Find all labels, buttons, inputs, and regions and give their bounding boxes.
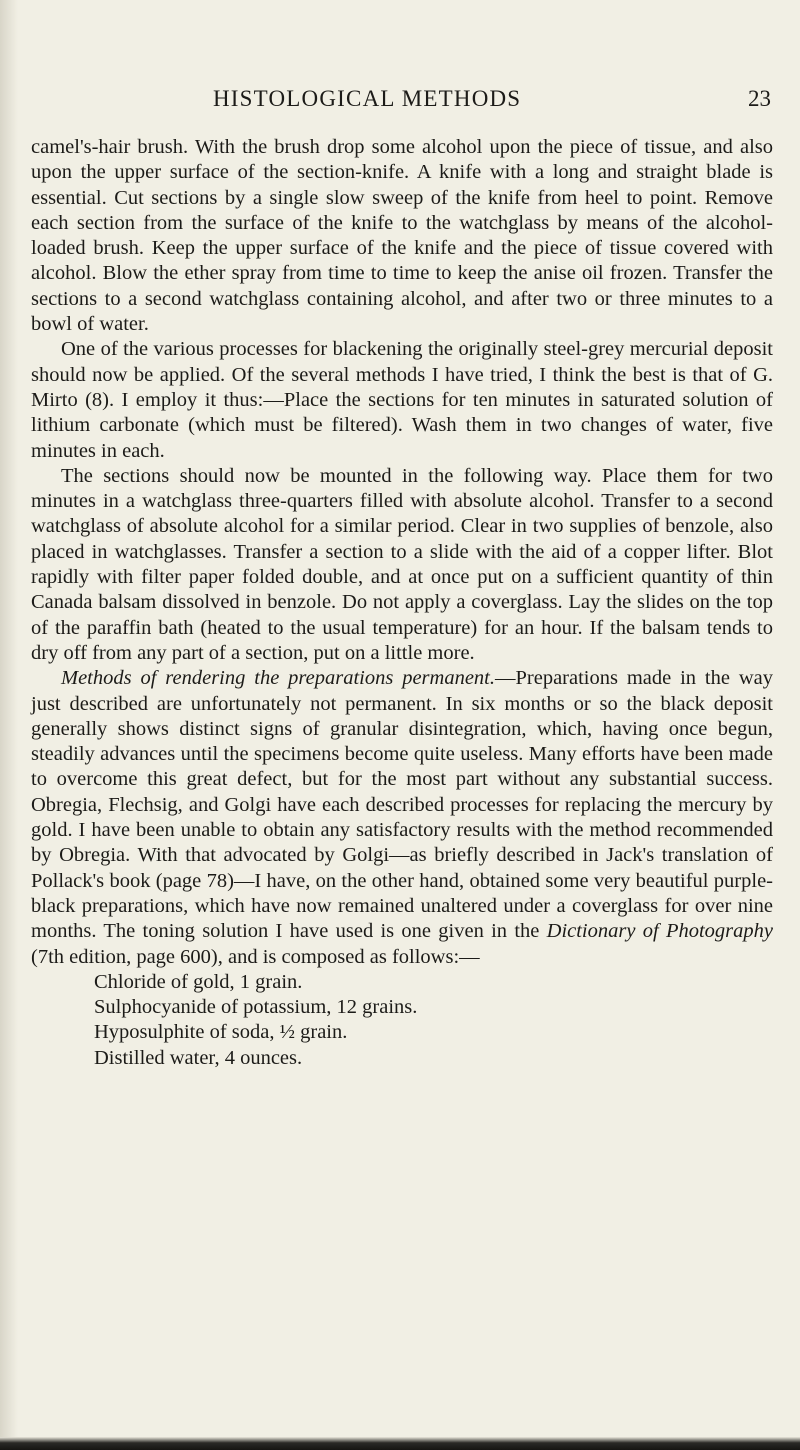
page-header [0,86,800,122]
paragraph-continuation: camel's-hair brush. With the brush drop some alcohol upon the piece of tissue, and also upon the upper surface of the section-knife. A knife with a long and straight blade is essential. Cut sections by a single slow sweep of the knife from heel to point. Remove each section from the surface of the knife to the watchglass by means of the alcohol-loaded brush. Keep the upper surface of the knife and the piece of tissue covered with alcohol. Blow the ether spray from time to time to keep the anise oil frozen. Transfer the sections to a second watchglass containing alcohol, and after two or three minutes to a bowl of water. [31,136,773,336]
formula-item: Hyposulphite of soda, ½ grain. [94,1021,348,1044]
body-text [31,135,773,1071]
paragraph-body-end: (7th edition, page 600), and is composed as follows:— [31,945,480,968]
book-citation: Dictionary of Photography [546,920,773,943]
page-bottom-edge [0,1437,800,1450]
paragraph-body: —Preparations made in the way just described are unfortunately not permanent. In six months or so the black deposit generally shows distinct signs of granular disintegration, which, having once begun, steadily advances until the specimens become quite useless. Many efforts have been made to overcome this great defect, but for the most part without any substantial success. Obregia, Flechsig, and Golgi have each described processes for replacing the mercury by gold. I have been unable to obtain any satisfactory results with the method recommended by Obregia. With that advocated by Golgi—as briefly described in Jack's translation of Pollack's book (page 78)—I have, on the other hand, obtained some very beautiful purple-black preparations, which have now remained unaltered under a coverglass for over nine months. The toning solution I have used is one given in the [31,667,773,943]
page-gutter-shadow [0,0,18,1450]
paragraph-permanent-preparations [31,666,773,970]
toning-solution-formula [94,970,773,1071]
page-number: 23 [748,86,771,111]
formula-item: Sulphocyanide of potassium, 12 grains. [94,996,418,1019]
formula-item: Chloride of gold, 1 grain. [94,970,303,993]
formula-item: Distilled water, 4 ounces. [94,1046,303,1069]
section-heading: Methods of rendering the preparations permanent. [61,667,495,690]
paragraph-mounting-sections: The sections should now be mounted in the following way. Place them for two minutes in a watchglass three-quarters filled with absolute alcohol. Transfer to a second watchglass of absolute alcohol for a similar period. Clear in two supplies of benzole, also placed in watchglasses. Transfer a section to a slide with the aid of a copper lifter. Blot rapidly with filter paper folded double, and at once put on a sufficient quantity of thin Canada balsam dissolved in benzole. Do not apply a coverglass. Lay the slides on the top of the paraffin bath (heated to the usual temperature) for an hour. If the balsam tends to dry off from any part of a section, put on a little more. [31,464,773,664]
running-head: HISTOLOGICAL METHODS [213,86,522,111]
paragraph-blackening-process: One of the various processes for blackening the originally steel-grey mercurial deposit should now be applied. Of the several methods I have tried, I think the best is that of G. Mirto (8). I employ it thus:—Place the sections for ten minutes in saturated solution of lithium carbonate (which must be filtered). Wash them in two changes of water, five minutes in each. [31,338,773,462]
